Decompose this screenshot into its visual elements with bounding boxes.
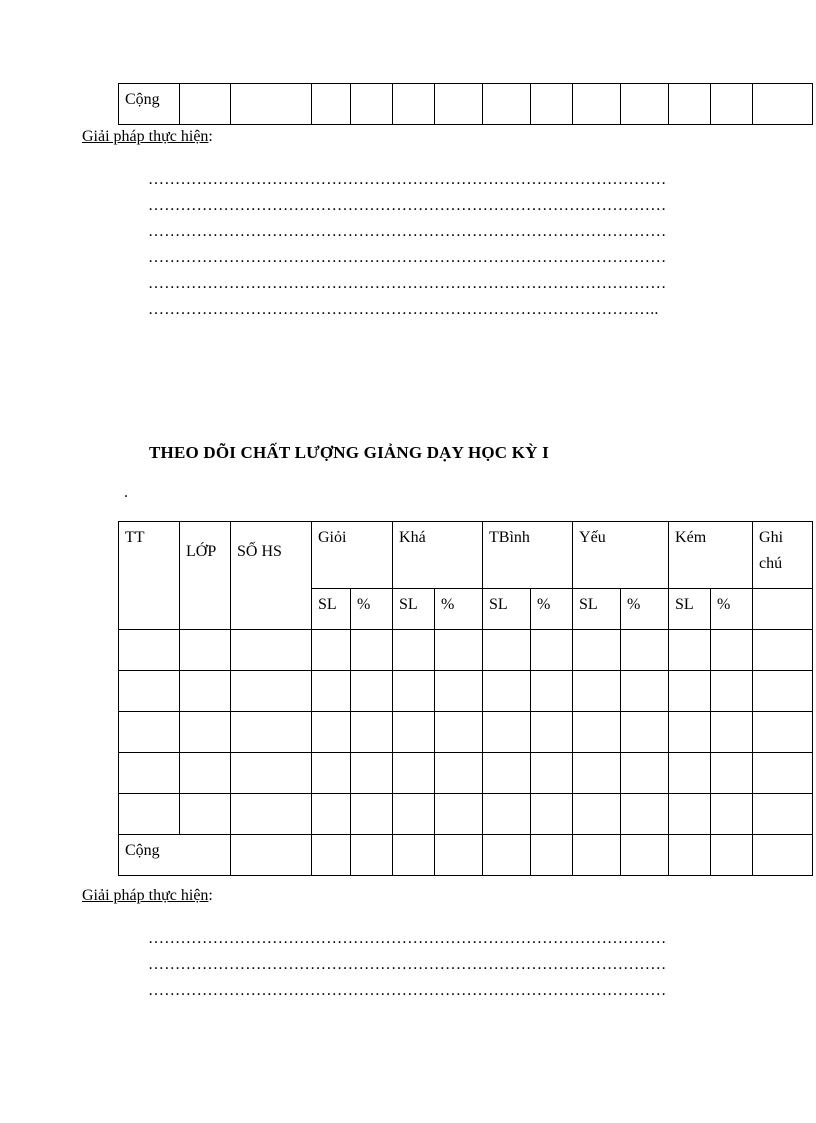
header-row-1 xyxy=(119,522,813,589)
table-row xyxy=(119,794,813,835)
table-cell xyxy=(393,753,435,794)
header-pct-label: % xyxy=(717,596,731,613)
header-ghi-chu xyxy=(753,522,813,589)
table-cell xyxy=(621,794,669,835)
table-cell xyxy=(573,630,621,671)
table-cell xyxy=(669,671,711,712)
table-cell xyxy=(711,671,753,712)
header-kha xyxy=(393,522,483,589)
header-kha-sl xyxy=(393,589,435,630)
table-cell xyxy=(435,794,483,835)
table-cell xyxy=(312,712,351,753)
header-so-hs-label: SỐ HS xyxy=(237,543,282,560)
section-title: THEO DÕI CHẤT LƯỢNG GIẢNG DẠY HỌC KỲ I xyxy=(149,443,549,462)
table-cell xyxy=(435,753,483,794)
table-cell xyxy=(711,794,753,835)
table-cell xyxy=(621,671,669,712)
table-cell xyxy=(753,794,813,835)
header-lop xyxy=(180,522,231,630)
table-cell xyxy=(669,630,711,671)
stray-dot: . xyxy=(124,484,128,501)
header-ghi-chu-label xyxy=(753,522,812,574)
header-kha-label: Khá xyxy=(399,529,426,546)
table-cell xyxy=(119,630,180,671)
table-cell xyxy=(231,712,312,753)
solution-label-text: Giải pháp thực hiện xyxy=(82,887,209,904)
total-cell xyxy=(119,835,231,876)
table-cell xyxy=(483,753,531,794)
header-gioi-label: Giỏi xyxy=(318,529,347,546)
solution-label-colon: : xyxy=(208,128,213,145)
solution-label xyxy=(82,887,213,905)
table-cell xyxy=(231,630,312,671)
total-label: Cộng xyxy=(125,842,160,859)
header-pct-label: % xyxy=(441,596,455,613)
table-cell xyxy=(180,671,231,712)
table-cell xyxy=(483,794,531,835)
table-cell xyxy=(669,712,711,753)
header-kem xyxy=(669,522,753,589)
table-cell xyxy=(573,753,621,794)
table-cell xyxy=(351,630,393,671)
table-cell xyxy=(119,794,180,835)
table-row xyxy=(119,671,813,712)
header-pct-label: % xyxy=(537,596,551,613)
table-cell xyxy=(753,753,813,794)
table-cell xyxy=(351,753,393,794)
table-row xyxy=(119,712,813,753)
solution-label xyxy=(82,128,213,146)
table-cell xyxy=(669,753,711,794)
header-kem-pct xyxy=(711,589,753,630)
table-cell xyxy=(483,630,531,671)
header-tt xyxy=(119,522,180,630)
table-row-total xyxy=(119,84,813,125)
table-cell xyxy=(180,712,231,753)
table-cell xyxy=(231,794,312,835)
table-cell xyxy=(573,671,621,712)
dotted-line: …………………………………………………………………………………… xyxy=(148,249,667,266)
quality-table xyxy=(118,521,813,876)
dotted-line: ………………………………………………………………………………….. xyxy=(148,301,659,318)
table-cell xyxy=(531,630,573,671)
header-kha-pct xyxy=(435,589,483,630)
header-sl-label: SL xyxy=(675,596,694,613)
table-cell xyxy=(621,753,669,794)
table-cell xyxy=(531,794,573,835)
header-pct-label: % xyxy=(357,596,371,613)
table-cell xyxy=(711,712,753,753)
table-cell xyxy=(119,712,180,753)
table-cell xyxy=(351,794,393,835)
header-sl-label: SL xyxy=(399,596,418,613)
solution-label-colon: : xyxy=(208,887,213,904)
table-cell xyxy=(312,630,351,671)
table-cell xyxy=(531,753,573,794)
header-ghi-chu-line1: Ghi xyxy=(759,529,784,546)
table-cell xyxy=(393,712,435,753)
dotted-line: …………………………………………………………………………………… xyxy=(148,171,667,188)
table-cell xyxy=(312,753,351,794)
header-lop-label: LỚP xyxy=(186,543,217,560)
table-cell xyxy=(753,671,813,712)
header-pct-label: % xyxy=(627,596,641,613)
dotted-line: …………………………………………………………………………………… xyxy=(148,956,667,973)
table-cell xyxy=(180,630,231,671)
table-cell xyxy=(621,630,669,671)
table-cell xyxy=(531,712,573,753)
header-gioi-pct xyxy=(351,589,393,630)
table-cell xyxy=(573,794,621,835)
table-cell xyxy=(711,630,753,671)
table-row xyxy=(119,630,813,671)
dotted-line: …………………………………………………………………………………… xyxy=(148,930,667,947)
table-cell xyxy=(621,712,669,753)
header-kem-sl xyxy=(669,589,711,630)
table-cell xyxy=(483,671,531,712)
table-cell xyxy=(483,712,531,753)
solution-label-text: Giải pháp thực hiện xyxy=(82,128,209,145)
table-cell xyxy=(753,630,813,671)
table-cell xyxy=(711,753,753,794)
dotted-line: …………………………………………………………………………………… xyxy=(148,223,667,240)
table-cell xyxy=(393,794,435,835)
table-row-total xyxy=(119,835,813,876)
dotted-line: …………………………………………………………………………………… xyxy=(148,197,667,214)
table-cell xyxy=(531,671,573,712)
header-sl-label: SL xyxy=(579,596,598,613)
header-tbinh-sl xyxy=(483,589,531,630)
header-yeu-sl xyxy=(573,589,621,630)
table-cell xyxy=(180,753,231,794)
total-cell xyxy=(119,84,180,125)
table-cell xyxy=(573,712,621,753)
table-row xyxy=(119,753,813,794)
header-sl-label: SL xyxy=(318,596,337,613)
table-cell xyxy=(393,630,435,671)
table-cell xyxy=(180,794,231,835)
table-cell xyxy=(351,712,393,753)
header-tbinh-pct xyxy=(531,589,573,630)
header-yeu-pct xyxy=(621,589,669,630)
dotted-line: …………………………………………………………………………………… xyxy=(148,275,667,292)
header-yeu xyxy=(573,522,669,589)
table-cell xyxy=(393,671,435,712)
header-tt-label: TT xyxy=(125,529,145,546)
header-kem-label: Kém xyxy=(675,529,707,546)
header-ghi-chu-line2: chú xyxy=(759,555,783,572)
table-cell xyxy=(435,630,483,671)
table-cell xyxy=(753,712,813,753)
table-cell xyxy=(119,671,180,712)
table-cell xyxy=(312,794,351,835)
header-so-hs xyxy=(231,522,312,630)
table-cell xyxy=(119,753,180,794)
total-label: Cộng xyxy=(125,91,160,108)
header-yeu-label: Yếu xyxy=(579,529,606,546)
table-cell xyxy=(312,671,351,712)
top-summary-table xyxy=(118,83,813,125)
header-tbinh-label: TBình xyxy=(489,529,530,546)
table-cell xyxy=(231,671,312,712)
table-cell xyxy=(231,753,312,794)
header-sl-label: SL xyxy=(489,596,508,613)
table-cell xyxy=(351,671,393,712)
header-gioi-sl xyxy=(312,589,351,630)
table-cell xyxy=(435,671,483,712)
table-cell xyxy=(435,712,483,753)
dotted-line: …………………………………………………………………………………… xyxy=(148,982,667,999)
header-tbinh xyxy=(483,522,573,589)
table-cell xyxy=(669,794,711,835)
header-gioi xyxy=(312,522,393,589)
header-ghi-chu-empty xyxy=(753,589,813,630)
